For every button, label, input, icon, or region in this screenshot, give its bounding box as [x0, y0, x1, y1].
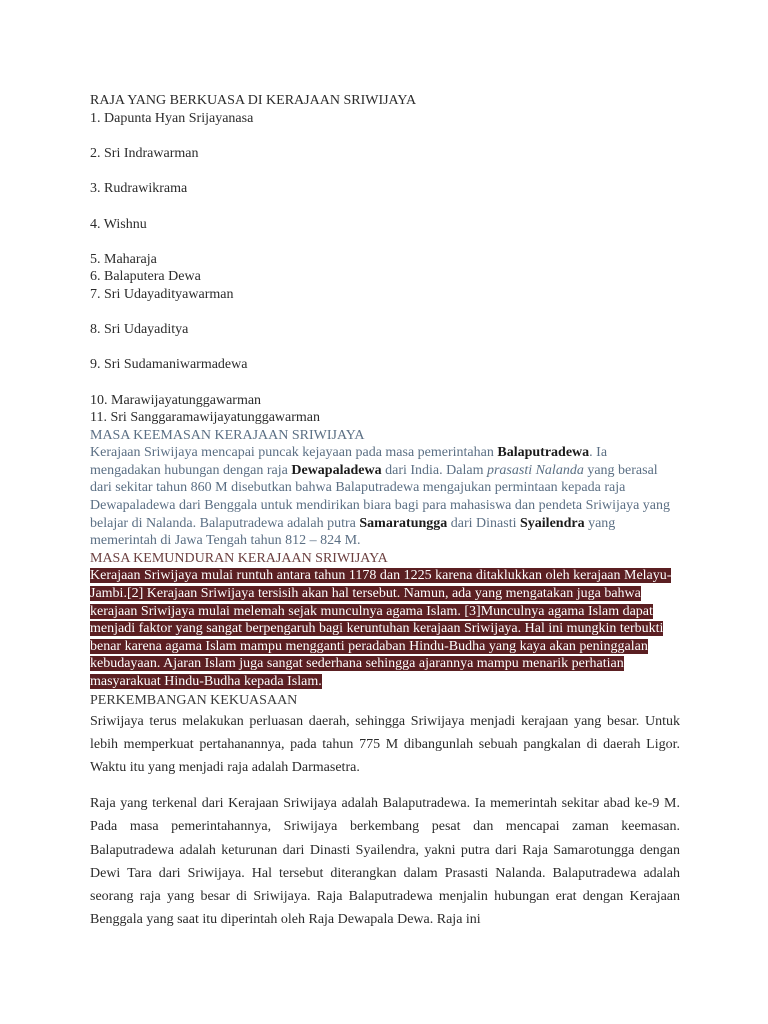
golden-text-3: dari India. Dalam — [381, 462, 487, 478]
golden-text-4: yang berasal dari sekitar tahun 860 M disebutkan bahwa Balaputradewa mengajukan permintaan kepada raja Dewapaladewa dari Benggala untuk mendirikan biara bagi para mahasiswa dan pendeta Sriwijaya yang belajar di Nalanda. Balaputradewa adalah putra — [90, 462, 671, 531]
list-spacer — [90, 304, 680, 322]
growth-heading: PERKEMBANGAN KEKUASAAN — [90, 692, 298, 708]
kings-list — [90, 110, 680, 427]
golden-bold-samaratungga: Samaratungga — [359, 515, 448, 531]
golden-bold-syailendra: Syailendra — [520, 515, 585, 531]
decline-heading: MASA KEMUNDURAN KERAJAAN SRIWIJAYA — [90, 550, 388, 566]
list-spacer — [90, 198, 680, 216]
list-item: 11. Sri Sanggaramawijayatunggawarman — [90, 410, 321, 426]
list-spacer — [90, 374, 680, 392]
list-item: 7. Sri Udayadityawarman — [90, 286, 234, 302]
growth-paragraph-2: Raja yang terkenal dari Kerajaan Sriwijaya adalah Balaputradewa. Ia memerintah sekitar abad ke-9 M. Pada masa pemerintahannya, Sriwijaya berkembang pesat dan mencapai zaman keemasan. Balaputradewa adalah keturunan dari Dinasti Syailendra, yakni putra dari Raja Samarotungga dengan Dewi Tara dari Sriwijaya. Hal tersebut diterangkan dalam Prasasti Nalanda. Balaputradewa adalah seorang raja yang besar di Sriwijaya. Raja Balaputradewa menjalin hubungan erat dengan Kerajaan Benggala yang saat itu diperintah oleh Raja Dewapala Dewa. Raja ini — [90, 796, 680, 928]
list-spacer — [90, 233, 680, 251]
list-item: 6. Balaputera Dewa — [90, 269, 201, 285]
golden-text-1: Kerajaan Sriwijaya mencapai puncak kejayaan pada masa pemerintahan — [90, 445, 498, 461]
golden-bold-dewapaladewa: Dewapaladewa — [291, 462, 382, 478]
growth-paragraph-1: Sriwijaya terus melakukan perluasan daerah, sehingga Sriwijaya menjadi kerajaan yang besar. Untuk lebih memperkuat pertahanannya, pada tahun 775 M dibangunlah sebuah pangkalan di daerah Ligor. Waktu itu yang menjadi raja adalah Darmasetra. — [90, 713, 680, 775]
list-item: 8. Sri Udayaditya — [90, 322, 189, 338]
golden-text-6: yang memerintah di Jawa Tengah tahun 812 – 824 M. — [90, 515, 616, 549]
list-item: 5. Maharaja — [90, 251, 157, 267]
decline-paragraph — [90, 567, 680, 690]
list-item: 2. Sri Indrawarman — [90, 146, 199, 162]
golden-italic-nalanda: prasasti Nalanda — [486, 462, 584, 478]
document-body — [90, 92, 680, 931]
golden-text-5: dari Dinasti — [447, 515, 520, 531]
list-spacer — [90, 339, 680, 357]
page-title: RAJA YANG BERKUASA DI KERAJAAN SRIWIJAYA — [90, 93, 417, 108]
list-item: 3. Rudrawikrama — [90, 181, 188, 197]
list-item: 10. Marawijayatunggawarman — [90, 392, 262, 408]
list-item: 4. Wishnu — [90, 216, 147, 232]
list-spacer — [90, 163, 680, 181]
golden-text-2: . Ia mengadakan hubungan dengan raja — [90, 445, 608, 478]
list-spacer — [90, 128, 680, 146]
decline-highlighted-text: Kerajaan Sriwijaya mulai runtuh antara tahun 1178 dan 1225 karena ditaklukkan oleh kerajaan Melayu-Jambi.[2] Kerajaan Sriwijaya tersisih akan hal tersebut. Namun, ada yang mengatakan juga bahwa kerajaan Sriwijaya mulai melemah sejak munculnya agama Islam. [3]Munculnya agama Islam dapat menjadi faktor yang sangat berpengaruh bagi keruntuhan kerajaan Sriwijaya. Hal ini mungkin terbukti benar karena agama Islam mampu mengganti peradaban Hindu-Budha yang kaya akan peninggalan kebudayaan. Ajaran Islam juga sangat sederhana sehingga ajarannya mampu menarik perhatian masyarakuat Hindu-Budha kepada Islam. — [90, 568, 672, 689]
list-item: 1. Dapunta Hyan Srijayanasa — [90, 111, 254, 126]
golden-age-paragraph — [90, 444, 680, 550]
golden-bold-balaputradewa: Balaputradewa — [497, 445, 590, 461]
list-item: 9. Sri Sudamaniwarmadewa — [90, 357, 248, 373]
golden-age-heading: MASA KEEMASAN KERAJAAN SRIWIJAYA — [90, 427, 365, 443]
